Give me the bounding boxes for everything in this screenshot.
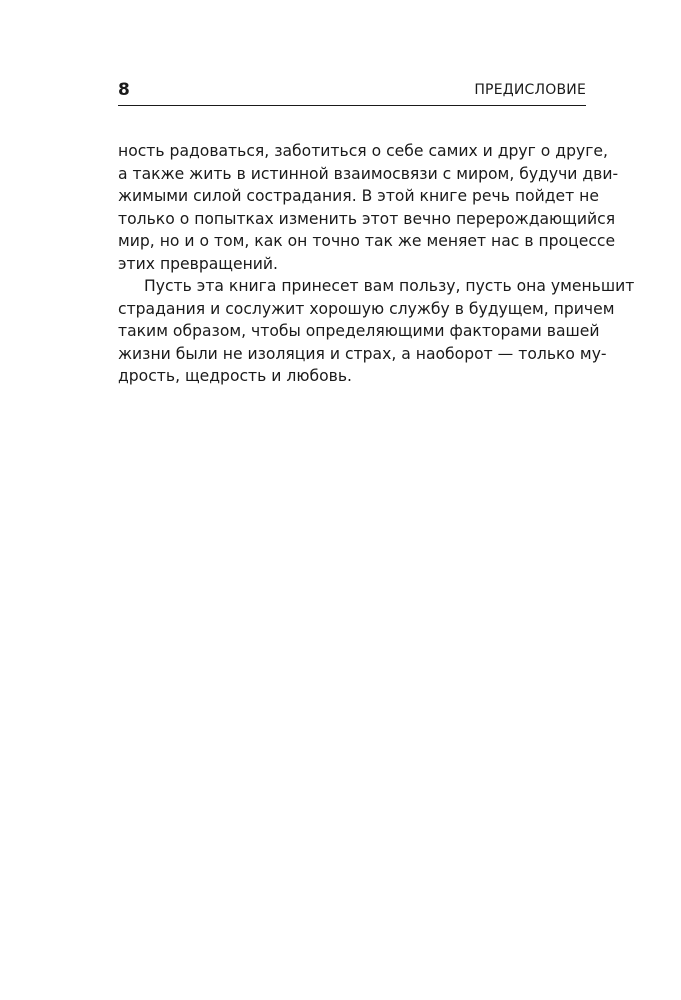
text-line: страдания и сослужит хорошую службу в будущем, причем [118, 299, 615, 318]
text-line: жизни были не изоляция и страх, а наоборот — только му- [118, 344, 607, 363]
page-number: 8 [118, 80, 130, 100]
text-line: этих превращений. [118, 254, 278, 273]
running-header [118, 79, 586, 101]
header-rule [118, 105, 586, 106]
text-line: жимыми силой сострадания. В этой книге речь пойдет не [118, 187, 599, 205]
body-text [118, 140, 635, 388]
paragraph-2 [118, 275, 635, 388]
text-line: ность радоваться, заботиться о себе самих и друг о друге, [118, 142, 608, 160]
section-title: ПРЕДИСЛОВИЕ [474, 82, 586, 98]
text-line: таким образом, чтобы определяющими факторами вашей [118, 322, 600, 340]
text-line: только о попытках изменить этот вечно перерождающийся [118, 209, 616, 228]
text-line: а также жить в истинной взаимосвязи с миром, будучи дви- [118, 164, 619, 183]
text-line: мир, но и о том, как он точно так же меняет нас в процессе [118, 232, 616, 250]
paragraph-1 [118, 140, 619, 275]
text-line: дрость, щедрость и любовь. [118, 367, 352, 385]
text-line: Пусть эта книга принесет вам пользу, пусть она уменьшит [144, 277, 635, 295]
